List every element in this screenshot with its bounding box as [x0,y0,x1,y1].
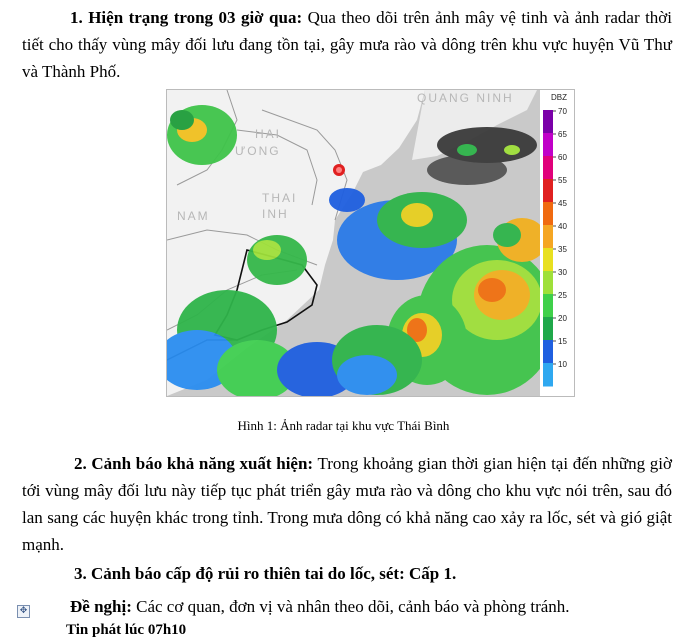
colorbar-tick-label: 45 [558,199,567,208]
colorbar-segment [543,363,553,387]
colorbar-tick-label: 65 [558,130,567,139]
colorbar-tick-label: 15 [558,337,567,346]
map-label-hai: HAI [255,127,282,141]
move-icon[interactable]: ✥ [17,605,30,618]
colorbar-segment [543,225,553,249]
map-label-nam: NAM [177,209,210,223]
colorbar-segment [543,340,553,364]
issued-time: Tin phát lúc 07h10 [66,622,187,638]
section3-heading: 3. Cảnh báo cấp độ rủi ro thiên tai do lốc, sét: Cấp 1. [74,564,457,583]
recommendation-label: Đề nghị: [70,597,132,616]
colorbar-segment [543,179,553,203]
map-label-thai: THAI [262,191,298,205]
map-label-quang-ninh: QUANG NINH [417,91,514,105]
section-risk-level [22,560,672,587]
colorbar-tick-label: 35 [558,245,567,254]
section2-body: Trong khoảng gian thời gian hiện tại đến những giờ tới vùng mây đối lưu này tiếp tục phát triển gây mưa rào và dông cho khu vực nói trên, sau đó lan sang các huyện khác trong tỉnh. Trong mưa dông có khả năng cao xảy ra lốc, sét và gió giật mạnh. [22,454,672,554]
colorbar-segment [543,110,553,134]
colorbar-segment [543,248,553,272]
colorbar-tick-label: 55 [558,176,567,185]
recommendation-body: Các cơ quan, đơn vị và nhân theo dõi, cảnh báo và phòng tránh. [136,597,570,616]
figure-caption: Hình 1: Ảnh radar tại khu vực Thái Bình [237,418,450,433]
colorbar-segment [543,202,553,226]
colorbar-tick-label: 40 [558,222,567,231]
colorbar-segment [543,156,553,180]
section-warning [22,450,672,558]
section1-heading: 1. Hiện trạng trong 03 giờ qua: [70,8,303,27]
recommendation [70,593,680,620]
section-current-status [22,4,672,85]
map-label-uong: ƯONG [235,144,281,158]
colorbar-tick-label: 20 [558,314,567,323]
colorbar-segment [543,294,553,318]
section1-body: Qua theo dõi trên ảnh mây vệ tinh và ảnh radar thời tiết cho thấy vùng mây đối lưu đang tồn tại, gây mưa rào và dông trên khu vực huyện Vũ Thư và Thành Phố. [22,8,673,81]
colorbar-tick-label: 70 [558,107,567,116]
radar-image [166,89,575,397]
colorbar-unit: DBZ [551,93,567,102]
map-label-inh: INH [262,207,289,221]
colorbar-segment [543,271,553,295]
colorbar-segment [543,133,553,157]
radar-map [167,90,574,396]
colorbar-tick-label: 30 [558,268,567,277]
colorbar-tick-label: 60 [558,153,567,162]
colorbar-tick-label: 25 [558,291,567,300]
colorbar-segment [543,317,553,341]
section2-heading: 2. Cảnh báo khả năng xuất hiện: [74,454,314,473]
colorbar-tick-label: 10 [558,360,567,369]
